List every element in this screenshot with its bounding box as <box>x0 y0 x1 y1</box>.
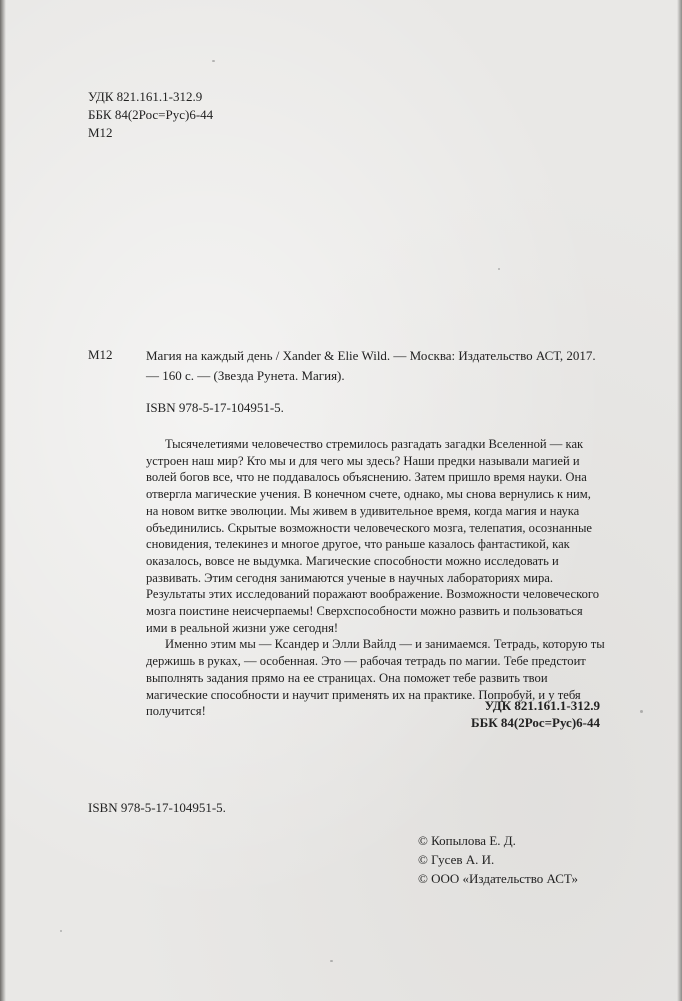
udk-code-bold: УДК 821.161.1-312.9 <box>484 698 600 713</box>
paper-fleck <box>212 60 215 62</box>
classification-bold-block <box>471 697 600 731</box>
paper-fleck <box>640 710 643 713</box>
bbk-code-bold: ББК 84(2Рос=Рус)6-44 <box>471 715 600 730</box>
author-mark: М12 <box>88 125 113 140</box>
bibliographic-description: Магия на каждый день / Xander & Elie Wild. — Москва: Издательство АСТ, 2017. — 160 с. — (Звезда Рунета. Магия). <box>146 348 596 383</box>
abstract <box>146 436 606 720</box>
bbk-code: ББК 84(2Рос=Рус)6-44 <box>88 107 214 122</box>
classification-block <box>88 88 213 142</box>
abstract-paragraph: Тысячелетиями человечество стремилось разгадать загадки Вселенной — как устроен наш мир? Кто мы и для чего мы здесь? Наши предки называли магией и волей богов все, что не поддавалось объяснению. Затем пришло время науки. Она отвергла магические учения. В конечном счете, однако, мы снова вернулись к ним, на новом витке эволюции. Мы живем в удивительное время, когда магия и наука объединились. Скрытые возможности человеческого мозга, телепатия, осознанные сновидения, телекинез и многое другое, что раньше казалось фантастикой, как оказалось, вовсе не выдумка. Магические способности можно исследовать и развивать. Этим сегодня занимаются ученые в научных лабораториях мира. Результаты этих исследований поражают воображение. Возможности человеческого мозга поистине неисчерпаемы! Сверхспособности можно развить и пользоваться ими в реальной жизни уже сегодня! <box>146 437 600 635</box>
copyright-line: © Гусев А. И. <box>418 852 495 867</box>
udk-code: УДК 821.161.1-312.9 <box>88 89 203 104</box>
copyright-line: © ООО «Издательство АСТ» <box>418 871 579 886</box>
abstract-paragraph: Именно этим мы — Ксандер и Элли Вайлд — и занимаемся. Тетрадь, которую ты держишь в руках, — особенная. Это — рабочая тетрадь по магии. Тебе предстоит выполнять задания прямо на ее страницах. Она поможет тебе развить твои магические способности и научит применять их на практике. Попробуй, и у тебя получится! <box>146 637 605 719</box>
page-edge-right <box>677 0 682 1001</box>
catalog-author-mark: М12 <box>88 347 113 362</box>
copyright-block <box>418 832 578 889</box>
catalog-isbn: ISBN 978-5-17-104951-5. <box>146 400 284 415</box>
paper-fleck <box>498 268 500 270</box>
paper-fleck <box>330 960 333 962</box>
paper-fleck <box>60 930 62 932</box>
copyright-line: © Копылова Е. Д. <box>418 833 516 848</box>
page-edge-left <box>0 0 6 1001</box>
isbn-line: ISBN 978-5-17-104951-5. <box>88 800 226 815</box>
